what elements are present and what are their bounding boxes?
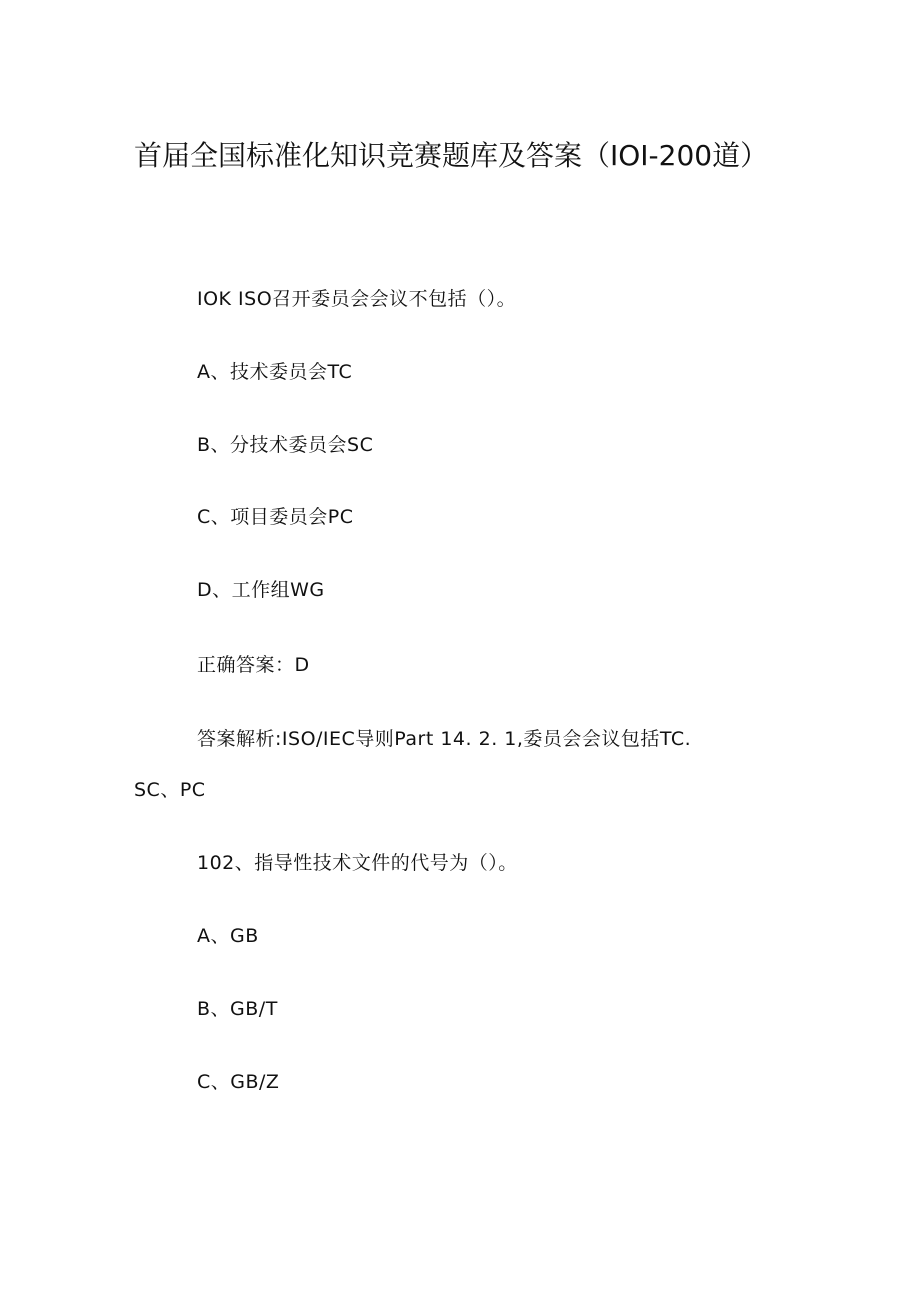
- question-101-answer: 正确答案：D: [197, 654, 310, 676]
- question-101-explanation: 答案解析:ISO/IEC导则Part 14. 2. 1,委员会会议包括TC.: [197, 728, 692, 750]
- question-102-option-a: A、GB: [197, 925, 259, 947]
- question-101-option-d: D、工作组WG: [197, 579, 325, 601]
- question-101-explanation-continued: SC、PC: [134, 779, 206, 801]
- question-102-option-b: B、GB/T: [197, 998, 278, 1020]
- question-101-option-b: B、分技术委员会SC: [197, 434, 374, 456]
- question-101-text: IOK ISO召开委员会会议不包括（）。: [197, 288, 517, 310]
- question-101-option-c: C、项目委员会PC: [197, 506, 354, 528]
- question-102-option-c: C、GB/Z: [197, 1071, 280, 1093]
- question-101-option-a: A、技术委员会TC: [197, 361, 353, 383]
- question-102-text: 102、指导性技术文件的代号为（）。: [197, 852, 518, 874]
- page-title: 首届全国标准化知识竞赛题库及答案（IOI-200道）: [134, 139, 769, 172]
